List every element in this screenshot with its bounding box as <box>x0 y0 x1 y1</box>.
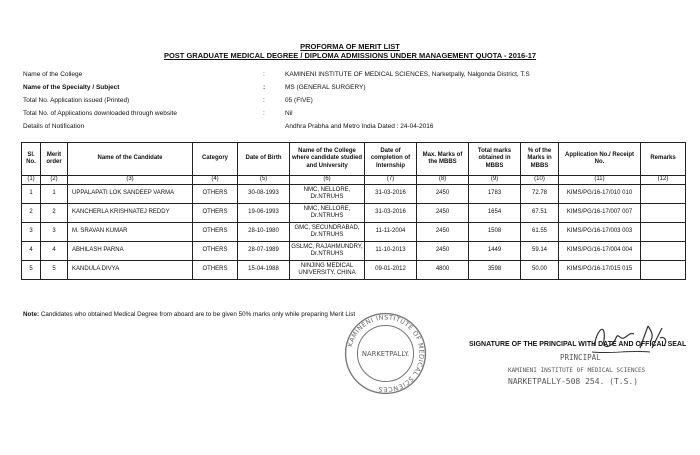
column-number: (1) <box>22 176 41 185</box>
column-number: (4) <box>193 176 238 185</box>
cell-total-marks: 1508 <box>469 223 521 242</box>
cell-merit-order: 3 <box>41 223 68 242</box>
table-row <box>22 261 686 280</box>
cell-remarks <box>641 242 686 261</box>
column-number: (12) <box>641 176 686 185</box>
cell-date-of-birth: 28-10-1980 <box>238 223 290 242</box>
note-label: Note: <box>23 311 40 318</box>
info-value: KAMINENI INSTITUTE OF MEDICAL SCIENCES, Narketpally, Nalgonda District, T.S <box>285 71 530 78</box>
official-seal <box>343 311 428 396</box>
table-row <box>22 242 686 261</box>
column-header: Category <box>193 143 238 176</box>
cell-max-marks: 4800 <box>417 261 469 280</box>
cell-max-marks: 2450 <box>417 223 469 242</box>
cell-total-marks: 1449 <box>469 242 521 261</box>
column-number: (11) <box>559 176 641 185</box>
info-label: Total No. of Applications downloaded through website <box>23 110 177 117</box>
info-value: 05 (FIVE) <box>285 97 313 104</box>
column-header: Date of Birth <box>238 143 290 176</box>
document-subtitle: POST GRADUATE MEDICAL DEGREE / DIPLOMA ADMISSIONS UNDER MANAGEMENT QUOTA - 2016-17 <box>163 51 537 60</box>
column-header: Name of the College where candidate studied and University <box>290 143 365 176</box>
cell-category: OTHERS <box>193 204 238 223</box>
handwritten-signature <box>590 318 670 358</box>
cell-merit-order: 5 <box>41 261 68 280</box>
cell-candidate-name: M. SRAVAN KUMAR <box>68 223 193 242</box>
table-row <box>22 223 686 242</box>
cell-date-of-birth: 28-07-1989 <box>238 242 290 261</box>
cell-candidate-name: UPPALAPATI LOK SANDEEP VARMA <box>68 185 193 204</box>
cell-merit-order: 4 <box>41 242 68 261</box>
seal-center-text: NARKETPALLY. <box>361 350 410 359</box>
cell-category: OTHERS <box>193 242 238 261</box>
column-header: Application No./ Receipt No. <box>559 143 641 176</box>
column-number-row <box>22 176 686 185</box>
cell-college: NMC, NELLORE, Dr.NTRUHS <box>290 204 365 223</box>
info-colon: : <box>263 71 265 78</box>
table-header-row <box>22 143 686 176</box>
column-number: (5) <box>238 176 290 185</box>
cell-college: NINJING MEDICAL UNIVERSITY, CHINA <box>290 261 365 280</box>
cell-candidate-name: KANCHERLA KRISHNATEJ REDDY <box>68 204 193 223</box>
table-row <box>22 204 686 223</box>
cell-college: GSLMC, RAJAHMUNDRY, Dr.NTRUHS <box>290 242 365 261</box>
cell-candidate-name: ABHILASH PARNA <box>68 242 193 261</box>
document-title: PROFORMA OF MERIT LIST <box>300 42 400 51</box>
stamp-address: NARKETPALLY-508 254. (T.S.) <box>508 377 639 386</box>
cell-merit-order: 1 <box>41 185 68 204</box>
cell-sl-no: 2 <box>22 204 41 223</box>
cell-total-marks: 1783 <box>469 185 521 204</box>
cell-sl-no: 3 <box>22 223 41 242</box>
cell-sl-no: 5 <box>22 261 41 280</box>
column-header: Merit order <box>41 143 68 176</box>
cell-percentage: 67.51 <box>521 204 559 223</box>
column-number: (9) <box>469 176 521 185</box>
info-value: Andhra Prabha and Metro India Dated : 24-04-2016 <box>285 123 434 130</box>
table-row <box>22 185 686 204</box>
cell-max-marks: 2450 <box>417 242 469 261</box>
column-header: Remarks <box>641 143 686 176</box>
column-number: (10) <box>521 176 559 185</box>
cell-max-marks: 2450 <box>417 204 469 223</box>
stamp-institute: KAMINENI INSTITUTE OF MEDICAL SCIENCES <box>508 367 646 374</box>
column-number: (8) <box>417 176 469 185</box>
note-text: Candidates who obtained Medical Degree from aboard are to be given 50% marks only while preparing Merit List <box>40 311 356 318</box>
info-label: Details of Notification <box>23 123 85 130</box>
cell-application-no: KIMS/PG/16-17/003 003 <box>559 223 641 242</box>
column-header: Max. Marks of the MBBS <box>417 143 469 176</box>
cell-sl-no: 1 <box>22 185 41 204</box>
cell-total-marks: 1654 <box>469 204 521 223</box>
cell-remarks <box>641 185 686 204</box>
cell-percentage: 50.00 <box>521 261 559 280</box>
info-colon: : <box>263 97 265 104</box>
cell-internship-date: 11-10-2013 <box>365 242 417 261</box>
cell-category: OTHERS <box>193 261 238 280</box>
cell-remarks <box>641 204 686 223</box>
cell-internship-date: 31-03-2016 <box>365 185 417 204</box>
info-label: Name of the College <box>23 71 83 78</box>
cell-internship-date: 11-11-2004 <box>365 223 417 242</box>
stamp-principal: PRINCIPAL <box>560 353 601 362</box>
cell-remarks <box>641 261 686 280</box>
column-header: Sl. No. <box>22 143 41 176</box>
cell-max-marks: 2450 <box>417 185 469 204</box>
cell-date-of-birth: 15-04-1988 <box>238 261 290 280</box>
cell-total-marks: 3598 <box>469 261 521 280</box>
column-header: Total marks obtained in MBBS <box>469 143 521 176</box>
cell-application-no: KIMS/PG/16-17/004 004 <box>559 242 641 261</box>
merit-list-table <box>21 142 686 280</box>
column-number: (2) <box>41 176 68 185</box>
column-number: (7) <box>365 176 417 185</box>
cell-merit-order: 2 <box>41 204 68 223</box>
signature-line: SIGNATURE OF THE PRINCIPAL WITH DATE AND OFFICAL SEAL <box>469 341 687 348</box>
cell-internship-date: 09-01-2012 <box>365 261 417 280</box>
info-colon: : <box>263 84 266 91</box>
cell-percentage: 59.14 <box>521 242 559 261</box>
cell-candidate-name: KANDULA DIVYA <box>68 261 193 280</box>
cell-percentage: 61.55 <box>521 223 559 242</box>
column-header: Date of completion of Internship <box>365 143 417 176</box>
cell-internship-date: 31-03-2016 <box>365 204 417 223</box>
cell-percentage: 72.78 <box>521 185 559 204</box>
column-header: Name of the Candidate <box>68 143 193 176</box>
column-number: (3) <box>68 176 193 185</box>
cell-college: NMC, NELLORE, Dr.NTRUHS <box>290 185 365 204</box>
info-label: Total No. Application issued (Printed) <box>23 97 130 104</box>
cell-category: OTHERS <box>193 223 238 242</box>
info-label: Name of the Specialty / Subject <box>23 84 120 91</box>
cell-date-of-birth: 19-06-1993 <box>238 204 290 223</box>
cell-college: GMC, SECUNDRABAD, Dr.NTRUHS <box>290 223 365 242</box>
info-colon: : <box>263 110 265 117</box>
cell-application-no: KIMS/PG/16-17/015 015 <box>559 261 641 280</box>
cell-category: OTHERS <box>193 185 238 204</box>
info-value: MS (GENERAL SURGERY) <box>285 84 366 91</box>
seal-ring-text: KAMINENI INSTITUTE OF MEDICAL SCIENCES <box>346 313 426 394</box>
column-header: % of the Marks in MBBS <box>521 143 559 176</box>
cell-date-of-birth: 30-08-1993 <box>238 185 290 204</box>
column-number: (6) <box>290 176 365 185</box>
note <box>23 311 355 318</box>
cell-application-no: KIMS/PG/16-17/010 010 <box>559 185 641 204</box>
cell-application-no: KIMS/PG/16-17/007 007 <box>559 204 641 223</box>
cell-sl-no: 4 <box>22 242 41 261</box>
info-value: Nil <box>285 110 293 117</box>
cell-remarks <box>641 223 686 242</box>
